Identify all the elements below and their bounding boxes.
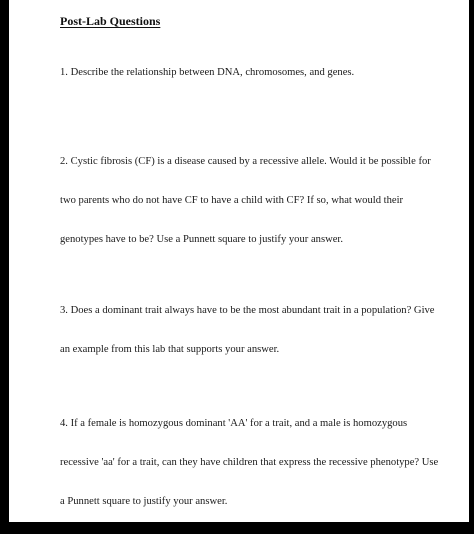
- question-1-line-1: 1. Describe the relationship between DNA, chromosomes, and genes.: [60, 67, 355, 78]
- question-4-line-3: a Punnett square to justify your answer.: [60, 496, 228, 507]
- question-3-line-1: 3. Does a dominant trait always have to be the most abundant trait in a population? Give: [60, 305, 435, 316]
- question-4-line-2: recessive 'aa' for a trait, can they have children that express the recessive phenotype? Use: [60, 457, 439, 468]
- question-4-line-1: 4. If a female is homozygous dominant 'AA' for a trait, and a male is homozygous: [60, 418, 408, 429]
- question-4: [60, 391, 438, 534]
- question-2: [60, 129, 431, 272]
- question-3: [60, 278, 435, 382]
- document-page: [9, 0, 469, 522]
- question-2-line-1: 2. Cystic fibrosis (CF) is a disease caused by a recessive allele. Would it be possible for: [60, 156, 431, 167]
- question-2-line-3: genotypes have to be? Use a Punnett square to justify your answer.: [60, 234, 344, 245]
- question-1: [60, 40, 354, 105]
- page-title: Post-Lab Questions: [60, 14, 161, 28]
- question-3-line-2: an example from this lab that supports your answer.: [60, 344, 280, 355]
- question-2-line-2: two parents who do not have CF to have a child with CF? If so, what would their: [60, 195, 404, 206]
